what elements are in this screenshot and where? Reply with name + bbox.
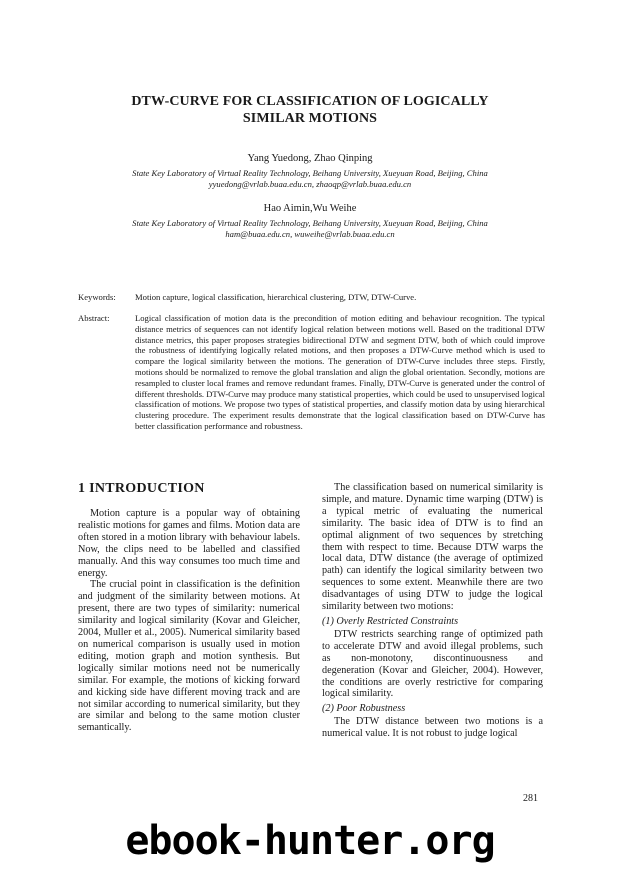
right-paragraph-2: DTW restricts searching range of optimized path to accelerate DTW and avoid illegal problems, such as non-monotony, discontinuousness and degeneration (Kovar and Gleicher, 2004). However, the conditions are overly restrictive for comparing logical similarity.	[322, 628, 543, 700]
intro-paragraph-2: The crucial point in classification is the definition and judgment of the similarity between motions. At present, there are two types of similarity: numerical similarity and logical similarity (Kovar and Gleicher, 2004, Muller et al., 2005). Numerical similarity based on numerical comparison is usually used in motion editing, motion graph and motion synthesis. But logically similar motions need not be numerically similar. For example, the motions of kicking forward and kicking side have different moving track and are not similar according to numerical similarity, but they are similar and belong to the same motion cluster semantically.	[78, 579, 300, 734]
keywords-text: Motion capture, logical classification, hierarchical clustering, DTW, DTW-Curve.	[135, 292, 417, 302]
affiliation-2-text: State Key Laboratory of Virtual Reality Technology, Beihang University, Xueyuan Road, Beijing, China	[132, 218, 488, 228]
title-line-2: SIMILAR MOTIONS	[242, 111, 378, 126]
author-names-1: Yang Yuedong, Zhao Qinping	[247, 153, 373, 164]
right-column	[322, 482, 543, 740]
subheading-overly-restricted: (1) Overly Restricted Constraints	[322, 615, 459, 627]
author-names-2: Hao Aimin,Wu Weihe	[263, 203, 357, 214]
abstract-label: Abstract:	[78, 313, 110, 323]
emails-2: ham@buaa.edu.cn, wuweihe@vrlab.buaa.edu.cn	[225, 229, 395, 239]
left-column	[78, 508, 300, 734]
right-paragraph-3: The DTW distance between two motions is a numerical value. It is not robust to judge logical	[322, 716, 543, 740]
watermark-logo: ebook-hunter.org	[125, 818, 495, 864]
right-paragraph-1: The classification based on numerical similarity is simple, and mature. Dynamic time warping (DTW) is a typical metric of evaluating the numerical similarity. The basic idea of DTW is to find an optimal alignment of two sequences by stretching them with respect to time. Because DTW warps the local data, DTW distance (the average of optimized path) can identify the logical similarity between two sequences to some extent. Meanwhile there are two disadvantages of using DTW to judge the logical similarity between two motions:	[322, 482, 543, 613]
intro-paragraph-1: Motion capture is a popular way of obtaining realistic motions for games and films. Motion data are often stored in a motion library with behaviour labels. Now, the clips need to be labelled and classified manually. And this way consumes too much time and energy.	[78, 508, 300, 579]
affiliation-1	[40, 168, 580, 190]
section-heading-introduction: 1 INTRODUCTION	[78, 481, 205, 496]
affiliation-2	[40, 218, 580, 240]
subheading-poor-robustness: (2) Poor Robustness	[322, 703, 406, 715]
affiliation-1-text: State Key Laboratory of Virtual Reality Technology, Beihang University, Xueyuan Road, Beijing, China	[132, 168, 488, 178]
emails-1: yyuedong@vrlab.buaa.edu.cn, zhaoqp@vrlab.buaa.edu.cn	[208, 179, 412, 189]
page-number: 281	[523, 793, 538, 804]
keywords-label: Keywords:	[78, 292, 116, 302]
abstract-text: Logical classification of motion data is the precondition of motion editing and behaviour recognition. The typical distance metrics of sequences can not identify logical relation between motions well. Based on the traditional DTW distance metrics, this paper proposes strategies bidirectional DTW and segment DTW, both of which could improve the robustness of identifying logically related motions, and then proposes a DTW-Curve method which is used to compare the logical similarity between the motions. The generation of DTW-Curve includes three steps. Firstly, motions should be normalized to remove the global translation and align the global orientation. Secondly, motions are resampled to cluster local frames and remove redundant frames. Finally, DTW-Curve is generated under the control of different thresholds. DTW-Curve may produce many statistical properties, which could be used to unsupervised logical classification of motions. We propose two types of statistical properties, and classify motion data by using hierarchical clustering procedure. The experiment results demonstrate that the logical classification based on DTW-Curve has better classification performance and robustness.	[135, 313, 545, 431]
title-line-1: DTW-CURVE FOR CLASSIFICATION OF LOGICALLY	[131, 94, 489, 109]
paper-title	[60, 93, 560, 127]
